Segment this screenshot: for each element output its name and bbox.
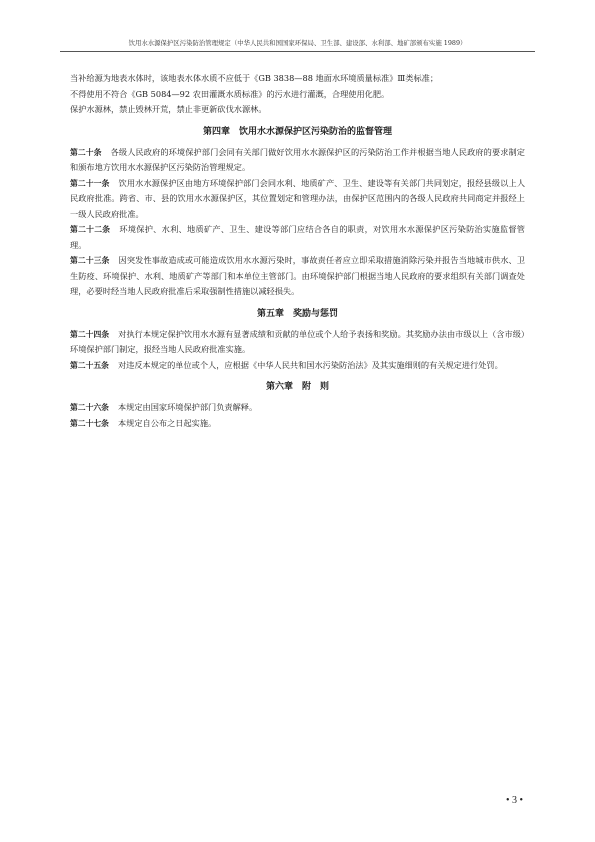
article-number: 第二十五条 [70,360,109,370]
article-paragraph [70,253,525,300]
header-rule [60,51,535,52]
chapter-title: 第五章 奖励与惩罚 [256,308,338,319]
article-text: 环境保护、水利、地质矿产、卫生、建设等部门应结合各自的职责，对饮用水水源保护区污染防治实施监督管理。 [70,224,525,250]
article-number: 第二十六条 [70,403,109,412]
article-paragraph [70,327,525,358]
article-number: 第二十三条 [70,256,110,265]
intro-line: 保护水源林，禁止毁林开荒，禁止非更新砍伐水源林。 [70,104,267,114]
article-number: 第二十二条 [70,225,111,234]
article-paragraph [70,416,525,432]
article-number: 第二十一条 [70,178,110,188]
article-text: 对执行本规定保护饮用水水源有显著成绩和贡献的单位或个人给予表扬和奖励。其奖励办法由市级以上（含市级）环境保护部门制定，报经当地人民政府批准实施。 [70,328,526,354]
intro-line: 当补给源为地表水体时，该地表水体水质不应低于《GB 3838—88 地面水环境质量标准》Ⅲ类标准； [70,73,439,83]
chapter-title: 第六章 附 则 [265,382,329,392]
article-number: 第二十七条 [70,418,109,428]
article-text: 因突发性事故造成或可能造成饮用水水源污染时，事故责任者应立即采取措施消除污染并报告当地城市供水、卫生防疫、环境保护、水利、地质矿产等部门和本单位主管部门。由环境保护部门根据当地人民政府的要求组织有关部门调查处理，必要时经当地人民政府批准后采取强制性措施以减轻损失。 [70,255,526,296]
intro-line: 不得使用不符合《GB 5084—92 农田灌溉水质标准》的污水进行灌溉，合理使用化肥。 [70,88,390,99]
article-paragraph [70,358,525,374]
article-paragraph [70,176,525,223]
article-paragraph [70,400,525,416]
article-text: 饮用水水源保护区由地方环境保护部门会同水利、地质矿产、卫生、建设等有关部门共同划定，报经县级以上人民政府批准。跨省、市、县的饮用水水源保护区，其位置划定和管理办法，由保护区范围内的各级人民政府共同商定并报经上一级人民政府批准。 [70,177,526,219]
article-text: 对违反本规定的单位或个人，应根据《中华人民共和国水污染防治法》及其实施细则的有关规定进行处罚。 [117,359,503,370]
article-paragraph [70,222,525,253]
article-text: 本规定由国家环境保护部门负责解释。 [117,402,258,412]
article-text: 本规定自公布之日起实施。 [117,417,217,428]
article-text: 各级人民政府的环境保护部门会同有关部门做好饮用水水源保护区的污染防治工作并根据当地人民政府的要求制定和颁布地方饮用水水源保护区污染防治管理规定。 [70,146,525,172]
article-number: 第二十四条 [70,329,110,339]
page-number: • 3 • [506,795,524,806]
article-number: 第二十条 [70,147,102,157]
running-header: 饮用水水源保护区污染防治管理规定（中华人民共和国国家环保局、卫生部、建设部、水利部、地矿部颁布实施 1989） [128,39,467,47]
chapter-title: 第四章 饮用水水源保护区污染防治的监督管理 [202,126,392,137]
document-body [70,71,525,431]
article-paragraph [70,145,525,176]
